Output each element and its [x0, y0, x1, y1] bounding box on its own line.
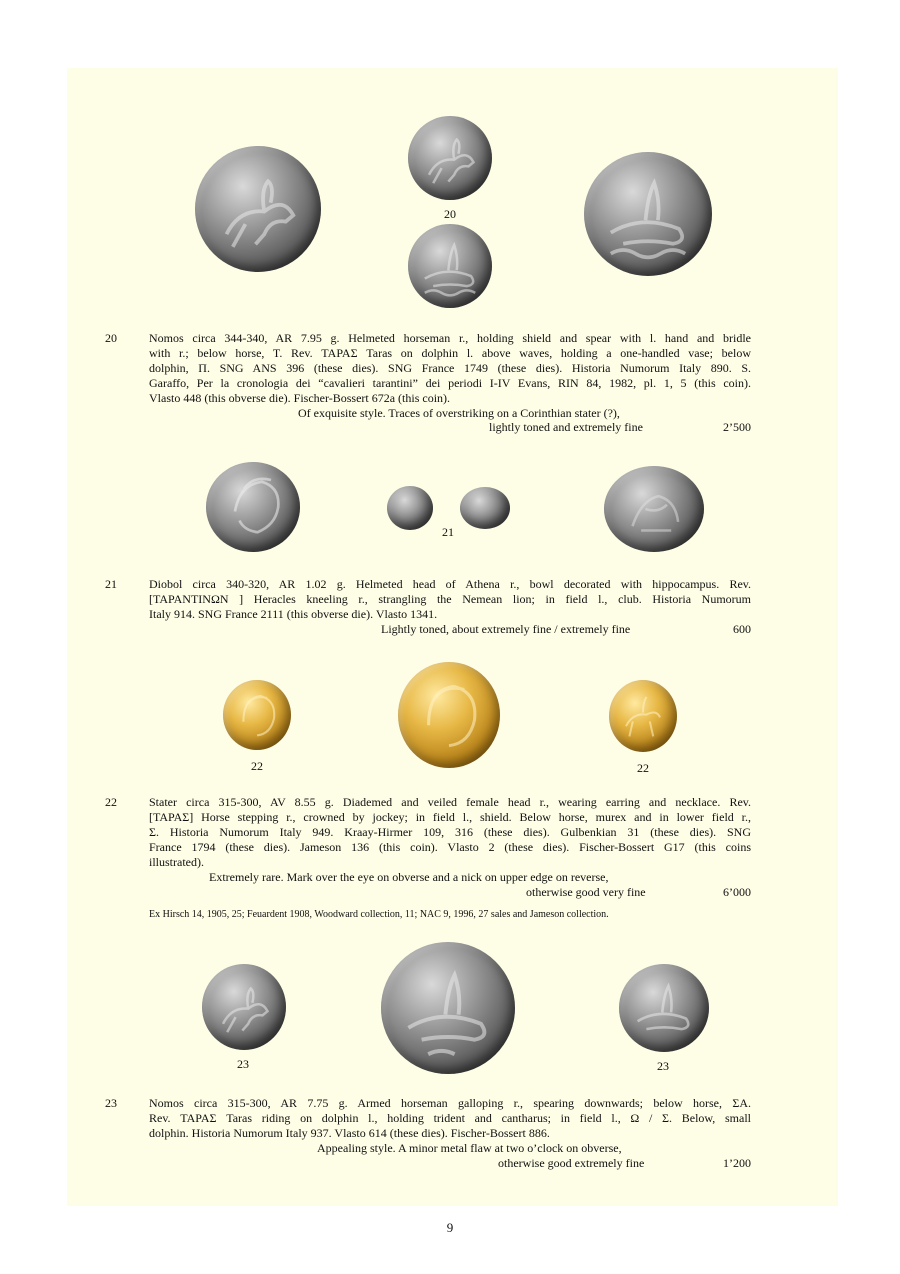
horseman-icon [408, 116, 492, 200]
coin-23-obverse-small [202, 964, 286, 1050]
lot-description [149, 577, 751, 622]
lot-remark: lightly toned and extremely fine [489, 420, 643, 434]
horseman-icon [195, 146, 321, 272]
lot-price: 600 [733, 622, 751, 636]
lot-remark: Of exquisite style. Traces of overstriking on a Corinthian stater (?), [298, 406, 620, 420]
lot-number: 22 [105, 795, 117, 809]
lot-price: 2’500 [723, 420, 751, 434]
lot-remark: Extremely rare. Mark over the eye on obverse and a nick on upper edge on reverse, [209, 870, 609, 884]
description-line: Garaffo, Per la cronologia dei “cavalieri tarantini” dei periodi I-IV Evans, RIN 84, 1982, pl. 1, 5 (this coin). [149, 376, 751, 390]
figure-label: 22 [251, 759, 263, 773]
description-line: Vlasto 448 (this obverse die). Fischer-Bossert 672a (this coin). [149, 391, 451, 405]
coin-23-reverse-small [619, 964, 709, 1052]
description-line: with r.; below horse, T. Rev. ΤΑΡΑΣ Taras on dolphin l. above waves, holding a one-handled vase; below [149, 346, 751, 360]
description-line: Stater circa 315-300, AV 8.55 g. Diademed and veiled female head r., wearing earring and necklace. Rev. [149, 795, 751, 809]
lot-remark: Lightly toned, about extremely fine / extremely fine [381, 622, 631, 636]
lot-description [149, 331, 751, 406]
horse-jockey-icon [609, 680, 677, 752]
coin-21-reverse-small [460, 487, 510, 529]
description-line: Rev. ΤΑΡΑΣ Taras riding on dolphin l., holding trident and cantharus; in field l., Ω / Σ. Below, small [149, 1111, 751, 1125]
dolphin-rider-icon [584, 152, 712, 276]
coin-20-obverse-large [195, 146, 321, 272]
description-line: France 1794 (these dies). Jameson 136 (this coin). Vlasto 2 (these dies). Fischer-Bossert G17 (this coins [149, 840, 751, 854]
description-line: illustrated). [149, 855, 204, 869]
horseman-icon [202, 964, 286, 1050]
coin-21-reverse-large [604, 466, 704, 552]
figure-label: 21 [442, 525, 454, 539]
dolphin-rider-icon [408, 224, 492, 308]
description-line: Σ. Historia Numorum Italy 949. Kraay-Hirmer 109, 316 (these dies). Gulbenkian 31 (these dies). SNG [149, 825, 751, 839]
page-number: 9 [446, 1220, 454, 1235]
lot-number: 23 [105, 1096, 117, 1110]
description-line: dolphin, Π. SNG ANS 396 (these dies). SNG France 1749 (these dies). Historia Numorum Italy 890. S. [149, 361, 751, 375]
lot-provenance: Ex Hirsch 14, 1905, 25; Feuardent 1908, Woodward collection, 11; NAC 9, 1996, 27 sales and Jameson collection. [149, 909, 609, 920]
coin-22-obverse-small [223, 680, 291, 750]
coin-21-obverse-large [206, 462, 300, 552]
figure-label: 20 [444, 207, 456, 221]
athena-head-icon [206, 462, 300, 552]
dolphin-rider-icon [619, 964, 709, 1052]
female-head-icon [398, 662, 500, 768]
description-line: [ΤΑΡΑΝΤΙΝΩΝ ] Heracles kneeling r., strangling the Nemean lion; in field l., club. Historia Numorum [149, 592, 751, 606]
dolphin-rider-icon [381, 942, 515, 1074]
coin-22-obverse-large [398, 662, 500, 768]
figure-label: 23 [237, 1057, 249, 1071]
heracles-lion-icon [604, 466, 704, 552]
description-line: Italy 914. SNG France 2111 (this obverse die). Vlasto 1341. [149, 607, 438, 621]
description-line: Diobol circa 340-320, AR 1.02 g. Helmeted head of Athena r., bowl decorated with hippocampus. Rev. [149, 577, 751, 591]
description-line: [ΤΑΡΑΣ] Horse stepping r., crowned by jockey; in field l., shield. Below horse, murex and in lower field r., [149, 810, 751, 824]
lot-remark: otherwise good extremely fine [498, 1156, 645, 1170]
lot-price: 6’000 [723, 885, 751, 899]
lot-remark: Appealing style. A minor metal flaw at two o’clock on obverse, [317, 1141, 622, 1155]
female-head-icon [223, 680, 291, 750]
description-line: Nomos circa 315-300, AR 7.75 g. Armed horseman galloping r., spearing downwards; below horse, ΣΑ. [149, 1096, 751, 1110]
coin-20-obverse-small [408, 116, 492, 200]
coin-20-reverse-large [584, 152, 712, 276]
coin-22-reverse-small [609, 680, 677, 752]
lot-description [149, 1096, 751, 1141]
coin-23-reverse-large [381, 942, 515, 1074]
figure-label: 23 [657, 1059, 669, 1073]
lot-remark: otherwise good very fine [526, 885, 646, 899]
coin-21-obverse-small [387, 486, 433, 530]
figure-label: 22 [637, 761, 649, 775]
lot-number: 21 [105, 577, 117, 591]
description-line: dolphin. Historia Numorum Italy 937. Vlasto 614 (these dies). Fischer-Bossert 886. [149, 1126, 550, 1140]
lot-number: 20 [105, 331, 117, 345]
lot-price: 1’200 [723, 1156, 751, 1170]
lot-description [149, 795, 751, 870]
description-line: Nomos circa 344-340, AR 7.95 g. Helmeted horseman r., holding shield and spear with l. hand and bridle [149, 331, 751, 345]
coin-20-reverse-small [408, 224, 492, 308]
